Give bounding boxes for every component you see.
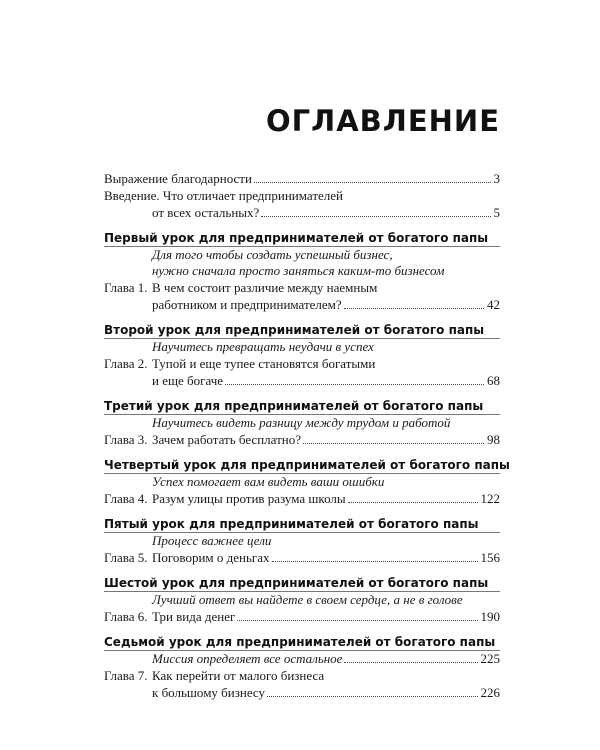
chapter-title-cont: работником и предпринимателем?	[152, 297, 342, 312]
dot-leader	[344, 307, 484, 309]
page-number: 5	[493, 205, 500, 220]
toc-entry-acknowledgements	[104, 170, 500, 187]
chapter-title: Поговорим о деньгах	[152, 550, 270, 565]
lesson-heading: Четвертый урок для предпринимателей от богатого папы	[104, 458, 510, 472]
lesson-heading: Третий урок для предпринимателей от богатого папы	[104, 399, 484, 413]
dot-leader	[272, 560, 478, 562]
lesson-heading: Первый урок для предпринимателей от богатого папы	[104, 231, 489, 245]
chapter-title-cont: к большому бизнесу	[152, 685, 266, 700]
dot-leader	[261, 215, 490, 217]
page-number: 226	[480, 685, 500, 700]
dot-leader	[225, 383, 484, 385]
entry-title: Выражение благодарности	[104, 171, 252, 186]
chapter-label: Глава 2.	[104, 356, 148, 371]
chapter-label: Глава 6.	[104, 609, 148, 624]
lesson-6	[104, 575, 500, 625]
lesson-heading: Пятый урок для предпринимателей от богатого папы	[104, 517, 479, 531]
lesson-tagline: Научитесь превращать неудачи в успех	[104, 338, 500, 355]
page-number: 68	[487, 373, 500, 388]
chapter-title: Разум улицы против разума школы	[152, 491, 346, 506]
lesson-2	[104, 322, 500, 389]
chapter-title: Зачем работать бесплатно?	[152, 432, 301, 447]
chapter-label: Глава 5.	[104, 550, 148, 565]
chapter-title: Три вида денег	[152, 609, 236, 624]
dot-leader	[254, 181, 491, 183]
entry-title: Введение. Что отличает предпринимателей	[104, 188, 343, 203]
dot-leader	[237, 619, 477, 621]
page-number: 225	[480, 651, 500, 666]
page-number: 98	[487, 432, 500, 447]
toc-entry-introduction	[104, 187, 500, 221]
lesson-1	[104, 230, 500, 313]
page-number: 190	[480, 609, 500, 624]
chapter-title-cont: и еще богаче	[152, 373, 224, 388]
lesson-heading: Шестой урок для предпринимателей от богатого папы	[104, 576, 489, 590]
dot-leader	[303, 442, 484, 444]
chapter-label: Глава 3.	[104, 432, 148, 447]
chapter-title: Как перейти от малого бизнеса	[152, 668, 325, 683]
dot-leader	[348, 501, 478, 503]
lesson-tagline-cont: нужно сначала просто заняться каким-то бизнесом	[152, 263, 445, 278]
lesson-tagline: Научитесь видеть разницу между трудом и работой	[104, 414, 500, 431]
dot-leader	[344, 661, 477, 663]
table-of-contents	[104, 170, 510, 701]
lesson-tagline: Миссия определяет все остальное	[152, 651, 343, 666]
lesson-tagline-row	[104, 650, 500, 667]
chapter-label: Глава 1.	[104, 280, 148, 295]
chapter-label: Глава 4.	[104, 491, 148, 506]
lesson-5	[104, 516, 500, 566]
chapter-title: Тупой и еще тупее становятся богатыми	[152, 356, 376, 371]
lesson-tagline: Лучший ответ вы найдете в своем сердце, а не в голове	[104, 591, 500, 608]
lesson-heading: Седьмой урок для предпринимателей от богатого папы	[104, 635, 496, 649]
lesson-3	[104, 398, 500, 448]
entry-title-cont: от всех остальных?	[152, 205, 260, 220]
page-number: 42	[487, 297, 500, 312]
dot-leader	[267, 695, 477, 697]
lesson-7	[104, 634, 500, 701]
page-number: 3	[493, 171, 500, 186]
lesson-tagline: Успех помогает вам видеть ваши ошибки	[104, 473, 500, 490]
lesson-tagline: Процесс важнее цели	[104, 532, 500, 549]
chapter-label: Глава 7.	[104, 668, 148, 683]
lesson-tagline: Для того чтобы создать успешный бизнес,	[104, 246, 500, 263]
page-title: ОГЛАВЛЕНИЕ	[265, 104, 500, 138]
page-number: 122	[480, 491, 500, 506]
chapter-title: В чем состоит различие между наемным	[152, 280, 378, 295]
lesson-4	[104, 457, 510, 507]
lesson-heading: Второй урок для предпринимателей от богатого папы	[104, 323, 485, 337]
page-number: 156	[480, 550, 500, 565]
